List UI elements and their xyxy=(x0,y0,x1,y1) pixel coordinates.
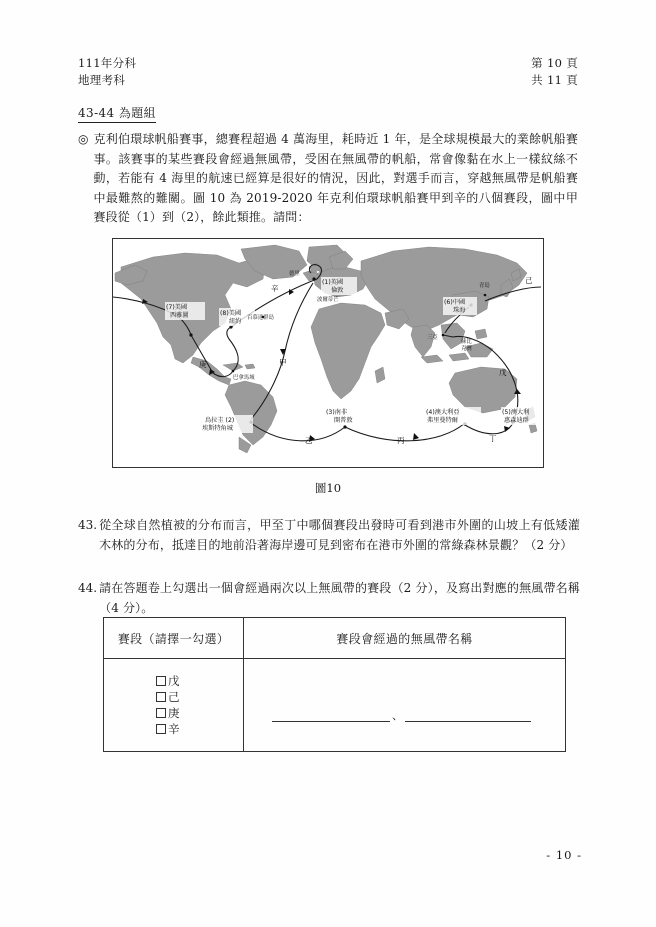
map-label-qingdao: 青島 xyxy=(479,283,490,289)
list-item[interactable] xyxy=(156,689,243,705)
answer-blank-2[interactable] xyxy=(405,709,531,722)
question-44-text: 請在答題卷上勾選出一個會經過兩次以上無風帶的賽段（2 分），及寫出對應的無風帶名稱（4 分）。 xyxy=(99,581,580,615)
map-label-port-1 xyxy=(321,277,357,295)
question-44-number: 44. xyxy=(78,581,98,595)
svg-text:烏拉圭 (2): 烏拉圭 (2) xyxy=(205,417,235,424)
total-unit: 頁 xyxy=(566,73,578,87)
figure-caption: 圖10 xyxy=(314,481,342,495)
answer-blank-1[interactable] xyxy=(272,709,390,722)
svg-text:惠森迪群: 惠森迪群 xyxy=(504,417,529,424)
map-label-port-3 xyxy=(325,407,363,425)
map-label-subic-2: 克灣 xyxy=(461,346,472,352)
svg-text:(5)澳大利: (5)澳大利 xyxy=(502,409,530,416)
waypoint-dot-sanya xyxy=(442,334,445,337)
map-leg-wu: 戊 xyxy=(499,368,507,377)
svg-text:(1)英國: (1)英國 xyxy=(322,279,344,286)
page-footer-marker: - 10 - xyxy=(546,848,582,862)
list-item[interactable] xyxy=(156,705,243,721)
question-43-text: 從全球自然植被的分布而言，甲至丁中哪個賽段出發時可看到港市外圍的山坡上有低矮灌木林的分布，抵達目的地前沿著海岸邊可見到密布在港市外圍的常綠森林景觀？（2 分） xyxy=(99,518,580,552)
svg-text:弗里曼特爾: 弗里曼特爾 xyxy=(427,417,458,424)
map-label-port-5 xyxy=(501,407,541,425)
map-label-bermuda: 百慕達群島 xyxy=(247,315,274,321)
map-leg-xin: 辛 xyxy=(271,284,279,293)
figure-10-map xyxy=(112,238,544,468)
waypoint-dot-qingdao xyxy=(484,294,487,297)
list-item[interactable] xyxy=(156,673,243,689)
map-leg-geng: 庚 xyxy=(199,360,207,369)
svg-text:(4)澳大利亞: (4)澳大利亞 xyxy=(426,409,460,416)
table-cell-options xyxy=(104,659,244,752)
map-label-port-2 xyxy=(201,415,253,433)
answer-table xyxy=(103,617,566,752)
passage-text: 克利伯環球帆船賽事，總賽程超過 4 萬海里，耗時近 1 年，是全球規模最大的業餘帆船賽事。該賽事的某些賽段會經過無風帶，受困在無風帶的帆船，常會像黏在水上一樣紋絲不動，若能有 4 海里的航速已經算是很好的情況，因此，對選手而言，穿越無風帶是帆船賽中最難熬的難關。圖 10 為 2019-2020 年克利伯環球帆船賽甲到辛的八個賽段，圖中甲賽段從（1）到（2），餘此類推。請問： xyxy=(93,132,578,224)
map-label-port-4 xyxy=(425,407,481,425)
svg-text:開普敦: 開普敦 xyxy=(334,417,353,424)
question-43-number: 43. xyxy=(78,518,98,532)
svg-text:(6)中國: (6)中國 xyxy=(444,299,466,306)
checkbox-icon-wu[interactable] xyxy=(156,676,166,686)
checkbox-icon-xin[interactable] xyxy=(156,724,166,734)
port-dot-capetown xyxy=(343,425,346,428)
map-leg-ji: 己 xyxy=(525,276,533,285)
page-number: 10 xyxy=(546,56,563,70)
table-header-doldrums: 賽段會經過的無風帶名稱 xyxy=(244,618,566,659)
map-label-port-7 xyxy=(165,302,205,320)
map-label-sanya: 三亞 xyxy=(427,335,438,341)
header-exam-subject: 地理考科 xyxy=(78,73,126,87)
header-exam-year: 111年分科 xyxy=(78,56,137,70)
svg-text:紐約: 紐約 xyxy=(229,318,242,325)
total-label: 共 xyxy=(531,73,543,87)
page-label: 第 xyxy=(531,56,543,70)
svg-text:珠海: 珠海 xyxy=(453,307,466,314)
table-body-row xyxy=(104,659,566,752)
checkbox-label: 己 xyxy=(168,690,180,704)
table-cell-answer-blanks[interactable] xyxy=(244,659,566,752)
blank-separator: 、 xyxy=(392,709,403,722)
map-leg-yi: 乙 xyxy=(305,436,313,445)
question-43 xyxy=(78,515,580,555)
header-pagination xyxy=(531,55,578,89)
map-leg-jia: 甲 xyxy=(279,358,287,367)
page-unit: 頁 xyxy=(566,56,578,70)
map-leg-bing: 丙 xyxy=(397,436,405,445)
checkbox-icon-ji[interactable] xyxy=(156,692,166,702)
map-leg-ding: 丁 xyxy=(489,434,497,443)
bullet-icon: ◎ xyxy=(78,132,89,146)
header-exam-info xyxy=(78,55,136,89)
svg-text:埃斯特角城: 埃斯特角城 xyxy=(202,425,233,432)
question-group-heading: 43-44 為題組 xyxy=(78,104,156,123)
table-header-leg: 賽段（請擇一勾選） xyxy=(104,618,244,659)
header-current-page xyxy=(531,55,578,72)
checkbox-label: 戊 xyxy=(168,674,180,688)
question-44 xyxy=(78,578,580,618)
passage-block xyxy=(78,130,578,228)
page-header xyxy=(78,55,578,89)
svg-text:(7)美國: (7)美國 xyxy=(166,304,188,311)
svg-text:(8)美國: (8)美國 xyxy=(220,310,242,317)
svg-text:西雅圖: 西雅圖 xyxy=(170,312,189,319)
checkbox-label: 庚 xyxy=(168,706,180,720)
checkbox-icon-geng[interactable] xyxy=(156,708,166,718)
header-total-pages xyxy=(531,72,578,89)
waypoint-dot-panama xyxy=(232,370,235,373)
map-label-subic-1: 蘇比 xyxy=(461,339,472,345)
port-dot-london xyxy=(312,277,315,280)
leg-checkbox-list xyxy=(104,673,243,737)
map-label-portimao: 波爾蒂芒 xyxy=(317,297,339,303)
list-item[interactable] xyxy=(156,721,243,737)
checkbox-label: 辛 xyxy=(168,722,180,736)
map-label-derry: 德里 xyxy=(289,271,300,277)
total-number: 11 xyxy=(546,73,563,87)
table-header-row xyxy=(104,618,566,659)
svg-text:(3)南非: (3)南非 xyxy=(326,409,348,416)
map-label-port-6 xyxy=(443,297,477,315)
svg-text:倫敦: 倫敦 xyxy=(331,287,344,294)
answer-blank-group xyxy=(272,709,542,722)
port-dot-seattle xyxy=(189,333,192,336)
map-label-panama: 巴拿馬城 xyxy=(233,375,255,381)
